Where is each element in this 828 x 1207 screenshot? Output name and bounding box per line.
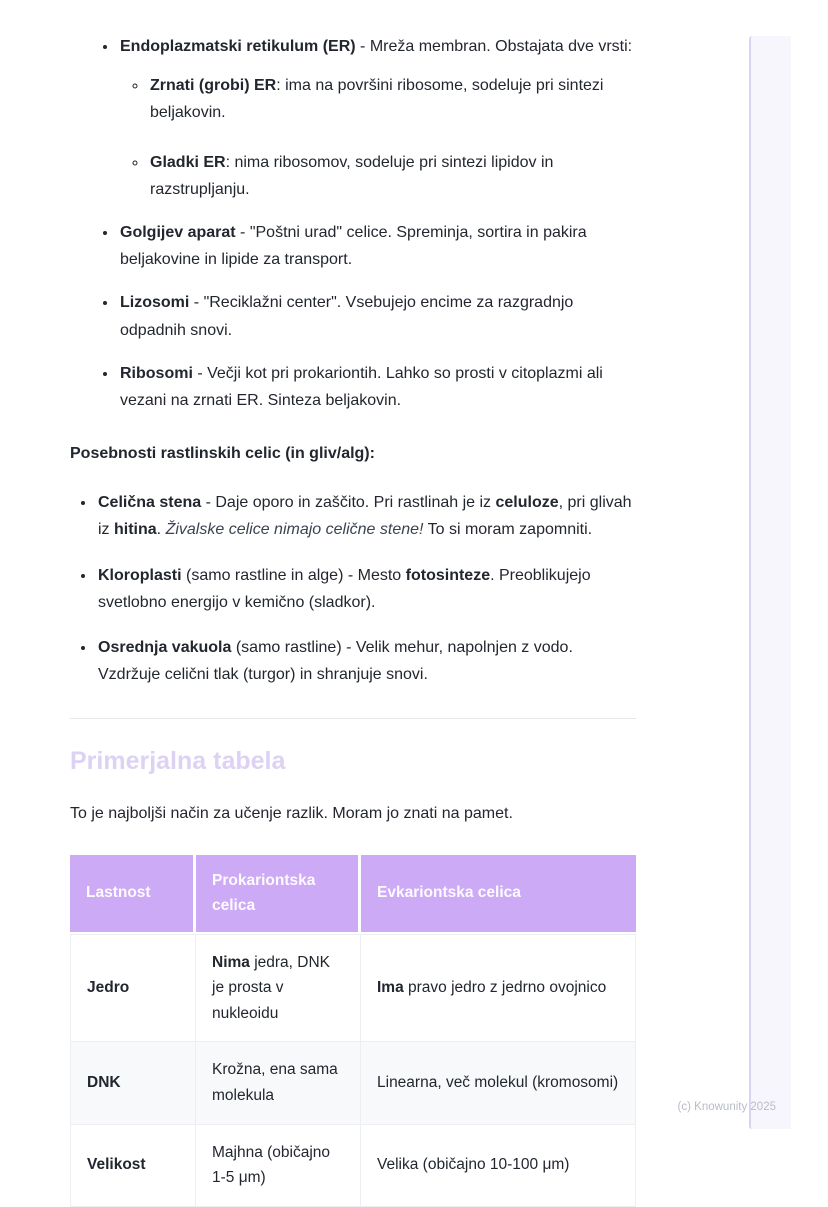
list-item-kloroplasti (96, 562, 636, 616)
plant-features-list (70, 489, 636, 688)
notes-document (70, 33, 636, 1207)
column-header-evkariontska: Evkariontska celica (361, 855, 636, 934)
list-item-text: Ribosomi - Večji kot pri prokariontih. Lahko so prosti v citoplazmi ali vezani na zrnati ER. Sinteza beljakovin. (120, 364, 603, 409)
cell-eukaryote: Ima pravo jedro z jedrno ovojnico (361, 934, 636, 1043)
list-item-text: Lizosomi - "Reciklažni center". Vsebujejo encime za razgradnjo odpadnih snovi. (120, 294, 574, 339)
organelles-list (70, 33, 636, 414)
column-header-prokariontska: Prokariontska celica (196, 855, 361, 934)
list-item-golgi (118, 219, 636, 273)
copyright-watermark: (c) Knowunity 2025 (677, 1101, 776, 1113)
list-item-er (118, 33, 636, 203)
cell-feature: DNK (70, 1042, 196, 1124)
list-item-text: Zrnati (grobi) ER: ima na površini ribosome, sodeluje pri sintezi beljakovin. (150, 77, 604, 122)
list-item-text: Gladki ER: nima ribosomov, sodeluje pri sintezi lipidov in razstrupljanju. (150, 153, 554, 198)
comparison-table (70, 855, 636, 1207)
comparison-intro: To je najboljši način za učenje razlik. Moram jo znati na pamet. (70, 805, 513, 823)
cell-eukaryote: Velika (običajno 10-100 μm) (361, 1125, 636, 1207)
table-row-jedro (70, 934, 636, 1043)
cell-eukaryote: Linearna, več molekul (kromosomi) (361, 1042, 636, 1124)
page-edge-strip (749, 36, 791, 1129)
list-item-ribosomi (118, 360, 636, 414)
cell-feature: Velikost (70, 1125, 196, 1207)
cell-feature: Jedro (70, 934, 196, 1043)
cell-prokaryote: Krožna, ena sama molekula (196, 1042, 361, 1124)
cell-prokaryote: Majhna (običajno 1-5 μm) (196, 1125, 361, 1207)
list-item-text: Endoplazmatski retikulum (ER) - Mreža membran. Obstajata dve vrsti: (120, 38, 633, 55)
list-item-text: Osrednja vakuola (samo rastline) - Velik mehur, napolnjen z vodo. Vzdržuje celični tlak (turgor) in shranjuje snovi. (98, 639, 573, 684)
list-item-zrnati-er (148, 72, 636, 126)
table-row-velikost (70, 1125, 636, 1207)
list-item-text: Kloroplasti (samo rastline in alge) - Mesto fotosinteze. Preoblikujejo svetlobno energijo v kemično (sladkor). (98, 566, 591, 611)
cell-prokaryote: Nima jedra, DNK je prosta v nukleoidu (196, 934, 361, 1043)
plant-features-heading: Posebnosti rastlinskih celic (in gliv/alg): (70, 445, 375, 463)
er-sublist (120, 72, 636, 203)
list-item-text: Golgijev aparat - "Poštni urad" celice. Spreminja, sortira in pakira beljakovine in lipide za transport. (120, 223, 587, 269)
list-item-text: Celična stena - Daje oporo in zaščito. Pri rastlinah je iz celuloze, pri glivah iz hitina. Živalske celice nimajo celične stene! To si moram zapomniti. (98, 494, 632, 539)
list-item-lizosomi (118, 289, 636, 343)
column-header-lastnost: Lastnost (70, 855, 196, 934)
list-item-gladki-er (148, 149, 636, 203)
table-header-row (70, 855, 636, 934)
table-row-dnk (70, 1042, 636, 1124)
section-title-comparison: Primerjalna tabela (70, 747, 286, 776)
list-item-osrednja-vakuola (96, 634, 636, 688)
list-item-celicna-stena (96, 489, 636, 543)
section-divider (70, 718, 636, 719)
